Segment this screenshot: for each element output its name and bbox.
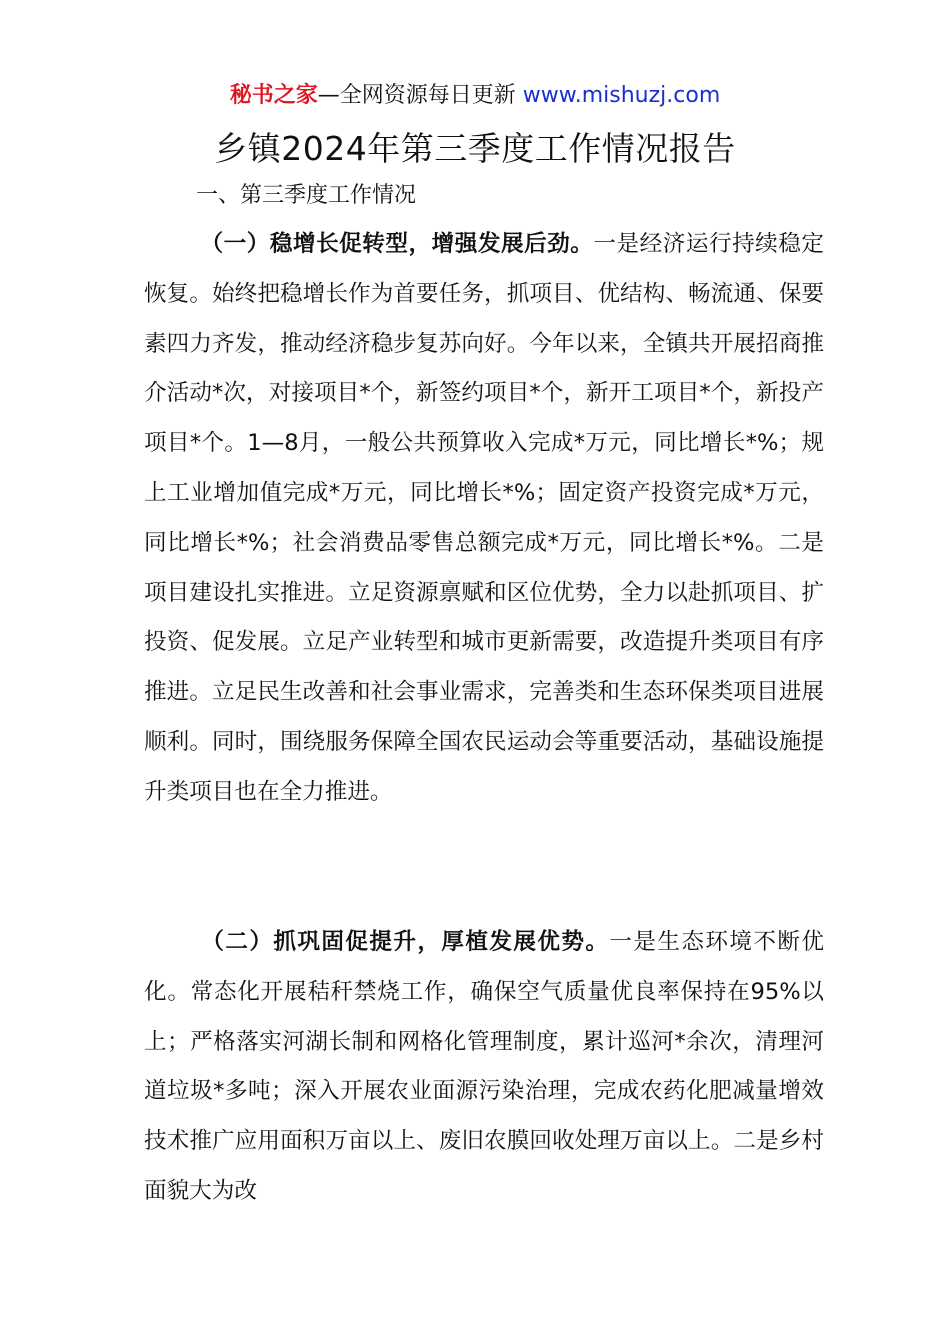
document-title: 乡镇2024年第三季度工作情况报告 <box>214 129 736 168</box>
section-heading: 一、第三季度工作情况 <box>196 183 417 208</box>
paragraph-lead: （二）抓巩固促提升，厚植发展优势。 <box>200 929 610 955</box>
body-paragraph-1 <box>144 220 824 818</box>
brand-name: 秘书之家 <box>229 83 318 108</box>
site-url-link[interactable]: www.mishuzj.com <box>522 83 721 108</box>
paragraph-text: 一是经济运行持续稳定恢复。始终把稳增长作为首要任务，抓项目、优结构、畅流通、保要素四力齐发，推动经济稳步复苏向好。今年以来，全镇共开展招商推介活动*次，对接项目*个，新签约项目*个，新开工项目*个，新投产项目*个。1—8月，一般公共预算收入完成*万元，同比增长*%；规上工业增加值完成*万元，同比增长*%；固定资产投资完成*万元，同比增长*%；社会消费品零售总额完成*万元，同比增长*%。二是项目建设扎实推进。立足资源禀赋和区位优势，全力以赴抓项目、扩投资、促发展。立足产业转型和城市更新需要，改造提升类项目有序推进。立足民生改善和社会事业需求，完善类和生态环保类项目进展顺利。同时，围绕服务保障全国农民运动会等重要活动，基础设施提升类项目也在全力推进。 <box>144 231 825 805</box>
paragraph-lead: （一）稳增长促转型，增强发展后劲。 <box>200 231 594 257</box>
paragraph-text: 一是生态环境不断优化。常态化开展秸秆禁烧工作，确保空气质量优良率保持在95%以上；严格落实河湖长制和网格化管理制度，累计巡河*余次，清理河道垃圾*多吨；深入开展农业面源污染治理，完成农药化肥减量增效技术推广应用面积万亩以上、废旧农膜回收处理万亩以上。二是乡村面貌大为改 <box>144 929 824 1204</box>
body-paragraph-2 <box>144 918 824 1217</box>
site-tagline: —全网资源每日更新 <box>317 83 516 108</box>
site-header <box>0 80 950 112</box>
